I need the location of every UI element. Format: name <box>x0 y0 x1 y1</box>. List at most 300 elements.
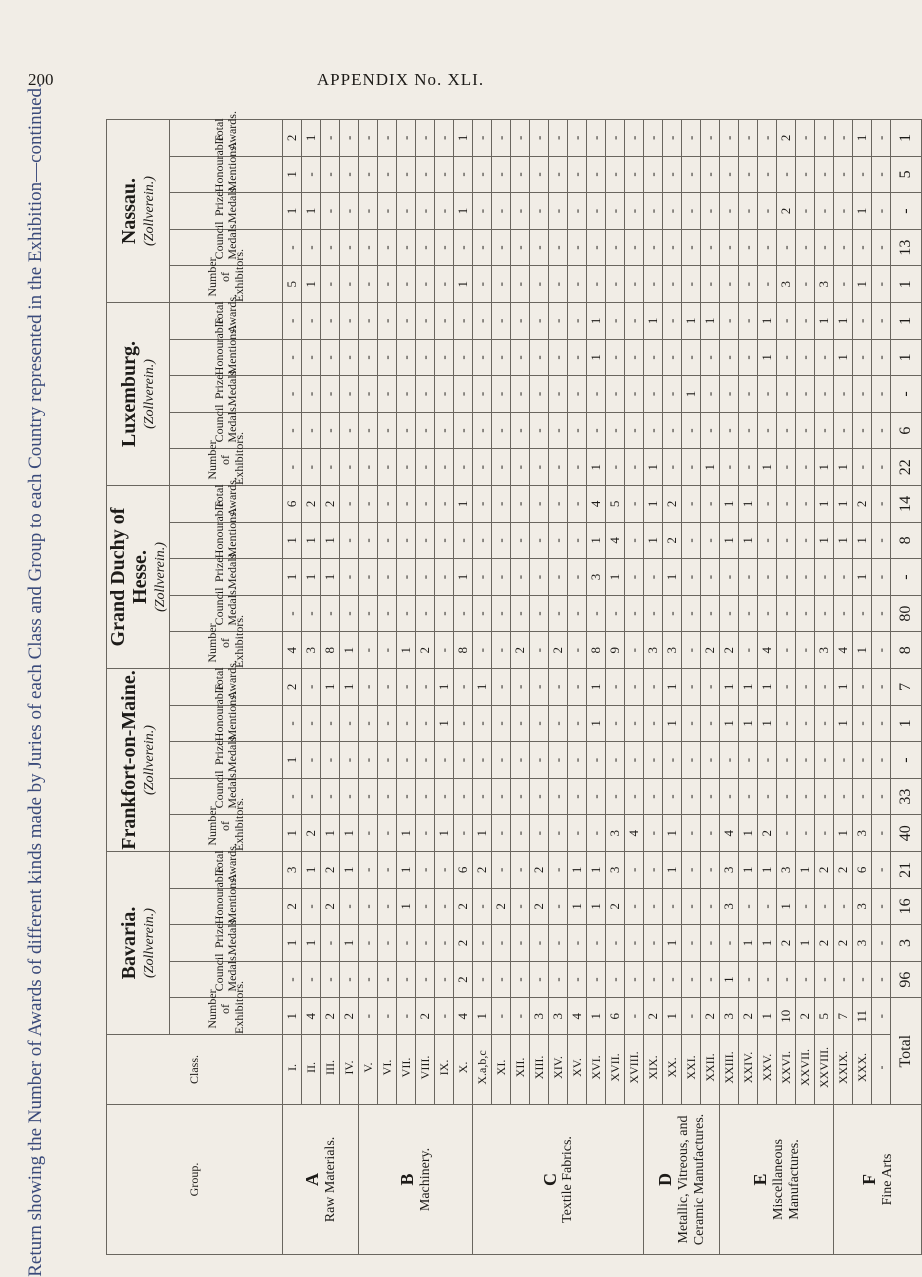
total-value: 33 <box>891 778 922 815</box>
award-count: 1 <box>853 120 872 157</box>
award-count: - <box>777 632 796 669</box>
award-count: - <box>739 412 758 449</box>
award-count: 3 <box>815 266 834 303</box>
award-count: 1 <box>302 559 321 596</box>
award-count: 1 <box>321 669 340 706</box>
award-count: - <box>283 778 302 815</box>
award-count: 1 <box>739 705 758 742</box>
award-count: - <box>549 522 568 559</box>
award-count: 1 <box>739 485 758 522</box>
award-count: - <box>454 229 473 266</box>
award-count: - <box>435 485 454 522</box>
award-count: - <box>511 412 530 449</box>
group-header: Group. <box>107 1105 283 1255</box>
award-count: - <box>397 485 416 522</box>
award-count: - <box>758 412 777 449</box>
group-letter: F <box>859 1174 880 1185</box>
award-count: - <box>530 412 549 449</box>
column-header-label: Total Awards. <box>211 111 239 151</box>
class-label: II. <box>302 1035 321 1105</box>
award-count: - <box>777 156 796 193</box>
award-count: - <box>359 852 378 889</box>
award-count: - <box>587 778 606 815</box>
award-count: - <box>587 193 606 230</box>
award-count: 5 <box>815 998 834 1035</box>
award-count: - <box>435 229 454 266</box>
award-count: - <box>378 339 397 376</box>
award-count: 2 <box>720 632 739 669</box>
award-count: - <box>549 925 568 962</box>
column-header-label: Honourable Mentions. <box>211 501 239 559</box>
award-count: 3 <box>853 888 872 925</box>
award-count: - <box>302 376 321 413</box>
award-count: 1 <box>758 303 777 340</box>
award-count: 2 <box>530 888 549 925</box>
award-count: - <box>682 193 701 230</box>
award-count: - <box>473 412 492 449</box>
award-count: - <box>682 632 701 669</box>
award-count: - <box>492 742 511 779</box>
award-count: - <box>758 961 777 998</box>
award-count: - <box>454 303 473 340</box>
total-value: 1 <box>891 303 922 340</box>
country-subtitle: (Zollverein.) <box>142 725 157 795</box>
award-count: - <box>663 266 682 303</box>
table-row <box>568 120 587 1255</box>
award-count: - <box>872 742 891 779</box>
total-value: 3 <box>891 925 922 962</box>
award-count: - <box>872 778 891 815</box>
award-count: - <box>720 742 739 779</box>
award-count: 1 <box>853 266 872 303</box>
award-count: - <box>511 303 530 340</box>
award-count: - <box>625 778 644 815</box>
award-count: 1 <box>321 815 340 852</box>
award-count: - <box>872 412 891 449</box>
award-count: - <box>340 229 359 266</box>
award-count: - <box>682 120 701 157</box>
award-count: - <box>530 156 549 193</box>
total-value: 8 <box>891 522 922 559</box>
award-count: - <box>530 522 549 559</box>
award-count: - <box>720 193 739 230</box>
award-count: 1 <box>454 559 473 596</box>
side-caption-text: Return showing the Number of Awards of different kinds made by Juries of each Class and Group to each Country represented in the Exhibition—continued. <box>25 83 46 1277</box>
column-header-label: Number of Exhibitors. <box>205 981 246 1034</box>
award-count: - <box>644 266 663 303</box>
column-header <box>170 294 283 340</box>
award-count: - <box>549 778 568 815</box>
award-count: - <box>549 120 568 157</box>
award-count: - <box>359 925 378 962</box>
class-label: I. <box>283 1035 302 1105</box>
award-count: - <box>397 376 416 413</box>
award-count: - <box>530 742 549 779</box>
class-label: XVII. <box>606 1035 625 1105</box>
award-count: - <box>701 156 720 193</box>
table-row <box>796 120 815 1255</box>
group-letter: E <box>750 1173 771 1186</box>
award-count: - <box>815 705 834 742</box>
award-count: - <box>853 778 872 815</box>
award-count: - <box>530 559 549 596</box>
award-count: - <box>378 925 397 962</box>
award-count: 1 <box>644 485 663 522</box>
award-count: - <box>587 229 606 266</box>
award-count: - <box>872 888 891 925</box>
award-count: - <box>739 778 758 815</box>
award-count: 1 <box>321 522 340 559</box>
class-label: X. <box>454 1035 473 1105</box>
award-count: - <box>321 742 340 779</box>
award-count: 1 <box>473 669 492 706</box>
award-count: - <box>302 412 321 449</box>
class-label: XI. <box>492 1035 511 1105</box>
award-count: - <box>302 339 321 376</box>
award-count: 2 <box>644 998 663 1035</box>
award-count: 1 <box>587 888 606 925</box>
award-count: - <box>606 229 625 266</box>
group-name: Raw Materials. <box>322 1136 338 1223</box>
total-value: - <box>891 376 922 413</box>
total-value: 7 <box>891 669 922 706</box>
award-count: 8 <box>454 632 473 669</box>
award-count: 1 <box>587 339 606 376</box>
column-header <box>170 184 283 230</box>
class-label: XXX. <box>853 1035 872 1105</box>
award-count: 6 <box>454 852 473 889</box>
award-count: - <box>663 303 682 340</box>
award-count: - <box>644 888 663 925</box>
award-count: 1 <box>739 852 758 889</box>
award-count: - <box>302 156 321 193</box>
award-count: - <box>682 229 701 266</box>
class-label: VI. <box>378 1035 397 1105</box>
table-row <box>283 120 302 1255</box>
total-row <box>891 120 922 1255</box>
award-count: - <box>492 961 511 998</box>
award-count: - <box>701 266 720 303</box>
award-count: - <box>663 412 682 449</box>
award-count: - <box>663 193 682 230</box>
award-count: - <box>834 266 853 303</box>
award-count: - <box>796 595 815 632</box>
award-count: - <box>625 852 644 889</box>
award-count: - <box>644 412 663 449</box>
award-count: 4 <box>720 815 739 852</box>
award-count: 2 <box>701 998 720 1035</box>
award-count: - <box>454 815 473 852</box>
table-row <box>834 120 853 1255</box>
award-count: - <box>815 961 834 998</box>
award-count: - <box>359 303 378 340</box>
column-header-label: Total Awards. <box>211 294 239 334</box>
award-count: - <box>758 266 777 303</box>
award-count: 1 <box>739 522 758 559</box>
table-row <box>435 120 454 1255</box>
award-count: - <box>416 742 435 779</box>
award-count: - <box>340 156 359 193</box>
award-count: - <box>777 742 796 779</box>
award-count: - <box>701 925 720 962</box>
award-count: 2 <box>416 998 435 1035</box>
award-count: - <box>739 376 758 413</box>
award-count: 1 <box>663 705 682 742</box>
award-count: 2 <box>834 852 853 889</box>
award-count: - <box>492 156 511 193</box>
award-count: - <box>530 669 549 706</box>
award-count: 2 <box>758 815 777 852</box>
award-count: - <box>644 120 663 157</box>
award-count: - <box>796 156 815 193</box>
award-count: - <box>378 742 397 779</box>
award-count: - <box>549 705 568 742</box>
award-count: 1 <box>777 888 796 925</box>
award-count: - <box>511 888 530 925</box>
award-count: - <box>378 669 397 706</box>
award-count: - <box>473 193 492 230</box>
award-count: 5 <box>283 266 302 303</box>
page-header <box>0 60 801 100</box>
award-count: - <box>473 376 492 413</box>
column-header-label: Prize Medals. <box>211 367 239 406</box>
award-count: - <box>872 522 891 559</box>
award-count: - <box>777 229 796 266</box>
award-count: - <box>777 412 796 449</box>
table-row <box>530 120 549 1255</box>
award-count: - <box>777 669 796 706</box>
award-count: 2 <box>283 120 302 157</box>
award-count: - <box>815 156 834 193</box>
column-header <box>170 111 283 157</box>
award-count: 1 <box>302 193 321 230</box>
award-count: - <box>796 339 815 376</box>
group-name: Metallic, Vitreous, and Ceramic Manufactures. <box>675 1113 707 1246</box>
award-count: - <box>815 815 834 852</box>
award-count: - <box>397 742 416 779</box>
award-count: - <box>511 229 530 266</box>
award-count: - <box>530 961 549 998</box>
award-count: - <box>853 156 872 193</box>
award-count: - <box>663 595 682 632</box>
awards-table <box>106 111 922 1255</box>
award-count: - <box>834 412 853 449</box>
award-count: - <box>530 339 549 376</box>
award-count: 2 <box>454 925 473 962</box>
award-count: - <box>625 669 644 706</box>
award-count: - <box>549 266 568 303</box>
award-count: - <box>416 376 435 413</box>
award-count: - <box>682 888 701 925</box>
award-count: 4 <box>283 632 302 669</box>
column-header <box>170 798 283 852</box>
award-count: - <box>302 595 321 632</box>
award-count: - <box>739 595 758 632</box>
award-count: - <box>663 120 682 157</box>
award-count: - <box>682 449 701 486</box>
award-count: - <box>378 266 397 303</box>
column-header-label: Honourable Mentions. <box>211 318 239 376</box>
award-count: - <box>758 193 777 230</box>
award-count: - <box>568 925 587 962</box>
award-count: 1 <box>758 449 777 486</box>
table-row <box>739 120 758 1255</box>
award-count: 3 <box>530 998 549 1035</box>
table-row <box>511 120 530 1255</box>
award-count: - <box>701 376 720 413</box>
award-count: - <box>682 485 701 522</box>
total-label: Total <box>891 998 922 1105</box>
class-label: XXIX. <box>834 1035 853 1105</box>
award-count: 1 <box>834 303 853 340</box>
award-count: 6 <box>606 998 625 1035</box>
award-count: - <box>416 925 435 962</box>
award-count: - <box>302 961 321 998</box>
award-count: - <box>416 961 435 998</box>
class-label: VII. <box>397 1035 416 1105</box>
award-count: - <box>530 595 549 632</box>
award-count: - <box>511 193 530 230</box>
award-count: - <box>359 998 378 1035</box>
award-count: - <box>397 595 416 632</box>
award-count: - <box>625 339 644 376</box>
award-count: 1 <box>568 852 587 889</box>
class-label: XVIII. <box>625 1035 644 1105</box>
award-count: - <box>511 595 530 632</box>
award-count: - <box>644 815 663 852</box>
award-count: - <box>378 595 397 632</box>
country-name: Grand Duchy of Hesse. <box>107 507 151 647</box>
award-count: - <box>549 815 568 852</box>
table-row <box>663 120 682 1255</box>
total-value: 5 <box>891 156 922 193</box>
award-count: 2 <box>340 998 359 1035</box>
award-count: 3 <box>606 852 625 889</box>
award-count: 1 <box>587 998 606 1035</box>
award-count: - <box>701 888 720 925</box>
award-count: - <box>435 742 454 779</box>
award-count: 2 <box>815 852 834 889</box>
column-header <box>170 981 283 1035</box>
country-name: Nassau. <box>118 177 140 245</box>
class-label: V. <box>359 1035 378 1105</box>
award-count: - <box>454 412 473 449</box>
award-count: - <box>283 229 302 266</box>
award-count: - <box>283 412 302 449</box>
award-count: - <box>872 595 891 632</box>
award-count: - <box>435 120 454 157</box>
column-header-label: Council Medals. <box>211 404 239 443</box>
award-count: - <box>378 412 397 449</box>
award-count: - <box>758 522 777 559</box>
award-count: - <box>473 595 492 632</box>
award-count: 1 <box>568 888 587 925</box>
award-count: - <box>663 961 682 998</box>
award-count: - <box>397 522 416 559</box>
award-count: - <box>815 339 834 376</box>
award-count: - <box>416 193 435 230</box>
award-count: - <box>340 742 359 779</box>
award-count: - <box>511 925 530 962</box>
award-count: - <box>796 449 815 486</box>
award-count: 1 <box>853 522 872 559</box>
award-count: - <box>435 193 454 230</box>
award-count: - <box>473 778 492 815</box>
award-count: - <box>416 485 435 522</box>
award-count: - <box>606 595 625 632</box>
award-count: - <box>511 522 530 559</box>
table-row <box>644 120 663 1255</box>
award-count: 3 <box>302 632 321 669</box>
award-count: - <box>815 559 834 596</box>
award-count: - <box>283 449 302 486</box>
award-count: - <box>359 156 378 193</box>
award-count: - <box>777 595 796 632</box>
award-count: 1 <box>815 485 834 522</box>
award-count: - <box>511 742 530 779</box>
award-count: 1 <box>587 449 606 486</box>
table-row <box>701 120 720 1255</box>
award-count: - <box>872 193 891 230</box>
award-count: - <box>853 229 872 266</box>
award-count: - <box>815 595 834 632</box>
award-count: - <box>682 778 701 815</box>
award-count: - <box>796 632 815 669</box>
award-count: - <box>872 229 891 266</box>
country-name: Frankfort-on-Maine. <box>118 670 140 850</box>
award-count: - <box>378 229 397 266</box>
award-count: - <box>492 522 511 559</box>
award-count: - <box>302 669 321 706</box>
award-count: - <box>321 412 340 449</box>
class-label: X.a,b,c <box>473 1035 492 1105</box>
total-value: 1 <box>891 120 922 157</box>
award-count: - <box>473 339 492 376</box>
award-count: - <box>283 339 302 376</box>
award-count: - <box>625 705 644 742</box>
award-count: - <box>796 376 815 413</box>
award-count: - <box>549 888 568 925</box>
award-count: - <box>473 156 492 193</box>
award-count: - <box>283 595 302 632</box>
award-count: - <box>397 449 416 486</box>
award-count: 1 <box>473 815 492 852</box>
award-count: - <box>682 522 701 559</box>
award-count: 1 <box>815 449 834 486</box>
country-subtitle: (Zollverein.) <box>142 359 157 429</box>
award-count: - <box>625 742 644 779</box>
column-header <box>170 221 283 266</box>
award-count: - <box>340 376 359 413</box>
award-count: 2 <box>321 852 340 889</box>
country-name: Bavaria. <box>118 906 140 980</box>
class-label: - <box>872 1035 891 1105</box>
award-count: - <box>834 742 853 779</box>
column-header-label: Total Awards. <box>211 477 239 517</box>
award-count: - <box>796 669 815 706</box>
group-name: Miscellaneous Manufactures. <box>770 1139 802 1220</box>
class-label: VIII. <box>416 1035 435 1105</box>
award-count: - <box>549 156 568 193</box>
award-count: - <box>530 632 549 669</box>
table-row <box>492 120 511 1255</box>
award-count: - <box>454 449 473 486</box>
award-count: - <box>340 888 359 925</box>
award-count: 1 <box>283 156 302 193</box>
award-count: - <box>511 961 530 998</box>
award-count: 3 <box>283 852 302 889</box>
award-count: - <box>435 266 454 303</box>
